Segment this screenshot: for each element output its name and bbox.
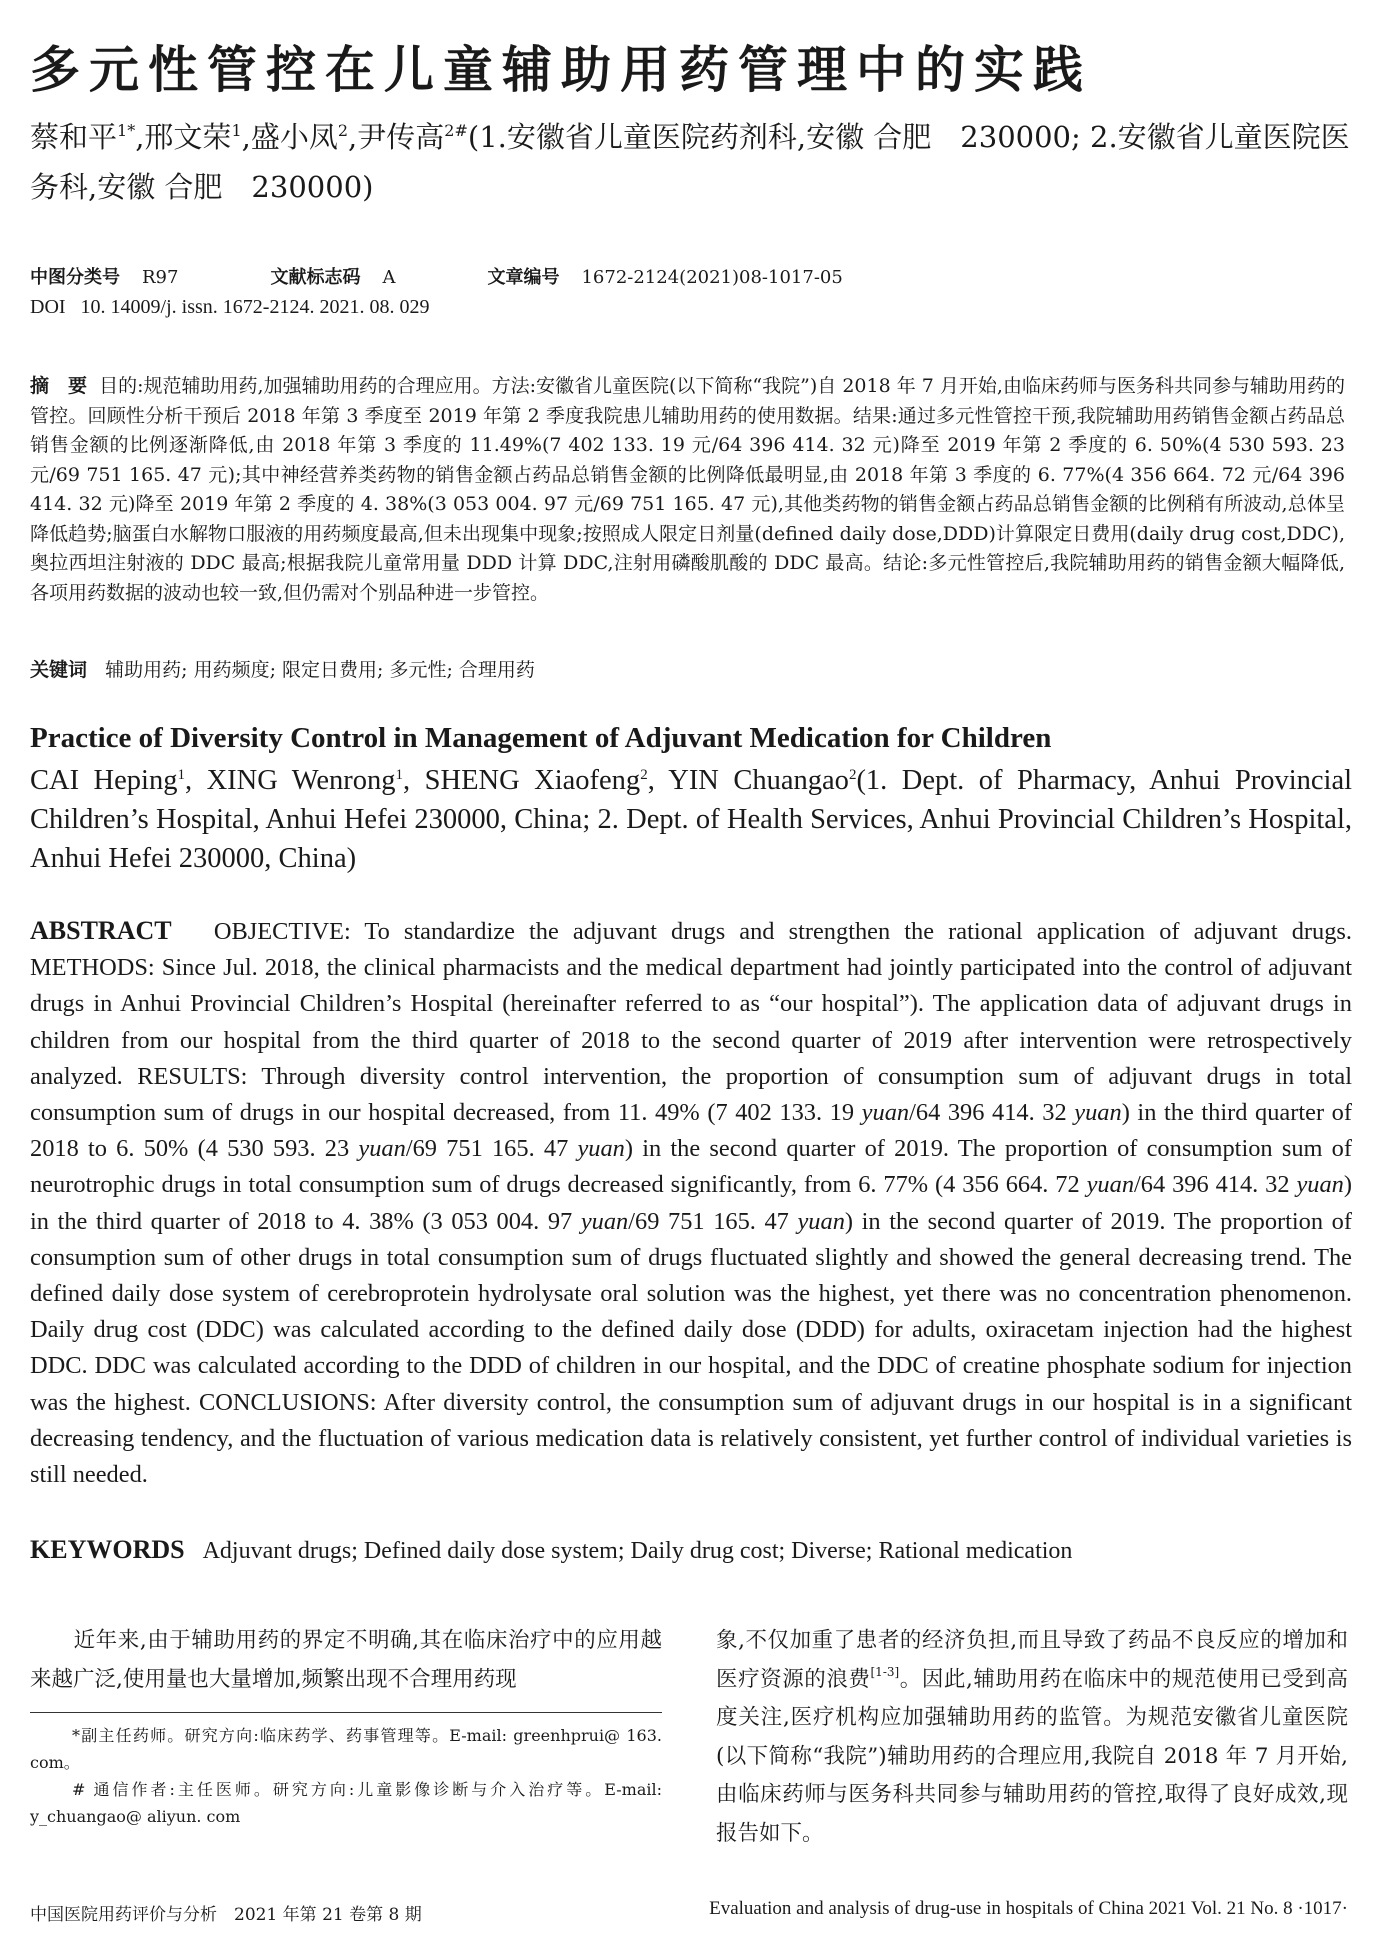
article-title: 多元性管控在儿童辅助用药管理中的实践 xyxy=(30,41,1092,99)
author-affiliation-mark: 1 xyxy=(231,121,242,140)
author-affiliation-mark: 2# xyxy=(444,121,468,140)
unit-yuan: yuan xyxy=(1296,1171,1344,1199)
author-name: 蔡和平 xyxy=(30,120,118,154)
author-affiliation-mark: 1 xyxy=(177,767,185,783)
doc-code-label: 文献标志码 xyxy=(270,267,361,288)
en-abstract-text: ) in the second quarter of 2019. The proportion of consumption sum of other drugs in total consumption sum of drugs fluctuated slightly and showed the general decreasing trend. The defined daily dose system of cerebroprotein hydrolysate oral solution was the highest, yet there was no concentration phenomenon. Daily drug cost (DDC) was calculated according to the defined daily dose (DDD) for adults, oxiracetam injection had the highest DDC. DDC was calculated according to the DDD of children in our hospital, and the DDC of creatine phosphate sodium for injection was the highest. CONCLUSIONS: After diversity control, the consumption sum of adjuvant drugs in our hospital is in a significant decreasing tendency, and the fluctuation of various medication data is relatively consistent, yet further control of individual varieties is still needed. xyxy=(30,1207,1352,1489)
author-affiliations: (1.安徽省儿童医院药剂科,安徽 合肥 230000; 2.安徽省儿童医院医务科,安徽 合肥 230000) xyxy=(30,120,1350,204)
body-paragraph: 近年来,由于辅助用药的界定不明确,其在临床治疗中的应用越来越广泛,使用量也大量增加,频繁出现不合理用药现 xyxy=(30,1628,662,1692)
article-classification xyxy=(30,263,843,289)
english-title: Practice of Diversity Control in Management of Adjuvant Medication for Children xyxy=(30,722,1052,754)
chinese-abstract xyxy=(30,372,1345,608)
footnotes xyxy=(30,1722,662,1830)
english-abstract xyxy=(30,913,1352,1493)
body-column-left xyxy=(30,1622,662,1699)
author-affiliation-mark: 1 xyxy=(395,767,404,783)
unit-yuan: yuan xyxy=(1086,1171,1135,1199)
cn-abstract-text: 目的:规范辅助用药,加强辅助用药的合理应用。方法:安徽省儿童医院(以下简称“我院”)自 2018 年 7 月开始,由临床药师与医务科共同参与辅助用药的管控。回顾性分析干预后 2018 年第 3 季度至 2019 年第 2 季度我院患儿辅助用药的使用数据。结果:通过多元性管控干预,我院辅助用药销售金额占药品总销售金额的比例逐渐降低,由 2018 年第 3 季度的 11.49%(7 402 133. 19 元/64 396 414. 32 元)降至 2019 年第 2 季度的 6. 50%(4 530 593. 23 元/69 751 165. 47 元);其中神经营养类药物的销售金额占药品总销售金额的比例降低最明显,由 2018 年第 3 季度的 6. 77%(4 356 664. 72 元/64 396 414. 32 元)降至 2019 年第 2 季度的 4. 38%(3 053 004. 97 元/69 751 165. 47 元),其他类药物的销售金额占药品总销售金额的比例稍有所波动,总体呈降低趋势;脑蛋白水解物口服液的用药频度最高,但未出现集中现象;按照成人限定日剂量(defined daily dose,DDD)计算限定日费用(daily drug cost,DDC),奥拉西坦注射液的 DDC 最高;根据我院儿童常用量 DDD 计算 DDC,注射用磷酸肌酸的 DDC 最高。结论:多元性管控后,我院辅助用药的销售金额大幅降低,各项用药数据的波动也较一致,但仍需对个别品种进一步管控。 xyxy=(30,375,1345,604)
footnote-corresponding-1: *副主任药师。研究方向:临床药学、药事管理等。E-mail: greenhprui@ 163. com。 xyxy=(30,1726,662,1772)
english-affiliations: (1. Dept. of Pharmacy, Anhui Provincial Children’s Hospital, Anhui Hefei 230000, China; 2. Dept. of Health Services, Anhui Provincial Children’s Hospital, Anhui Hefei 230000, China) xyxy=(30,765,1353,874)
chinese-keywords xyxy=(30,655,535,682)
author-name: 邢文荣 xyxy=(144,120,232,154)
doi-value: 10. 14009/j. issn. 1672-2124. 2021. 08. 029 xyxy=(80,296,430,318)
english-author-line: CAI Heping$^1$, XING Wenrong$^1$, SHENG Xiaofeng$^2$, YIN Chuangao$^2$(1. Dept. of Pharmacy, Anhui Provincial Children’s Hospital, Anhui Hefei 230000, China; 2. Dept. of Health Services, Anhui Provincial Children’s Hospital, Anhui Hefei 230000, China) xyxy=(30,765,1353,874)
author-affiliation-mark: 2 xyxy=(640,767,648,783)
author-name: XING Wenrong xyxy=(206,765,396,796)
body-column-right xyxy=(716,1622,1348,1853)
en-abstract-text: /64 396 414. 32 xyxy=(909,1099,1075,1127)
en-abstract-label: ABSTRACT xyxy=(30,916,172,945)
author-affiliation-mark: 1* xyxy=(117,121,136,140)
author-name: CAI Heping xyxy=(30,765,178,796)
en-abstract-text: /64 396 414. 32 xyxy=(1134,1171,1297,1199)
footer-journal-cn: 中国医院用药评价与分析 2021 年第 21 卷第 8 期 xyxy=(30,1905,422,1925)
en-keywords-text: Adjuvant drugs; Defined daily dose system; Daily drug cost; Diverse; Rational medication xyxy=(202,1538,1073,1564)
en-abstract-text: ) in the third quarter of 2018 to 6. 50% (4 530 593. 23 xyxy=(30,1099,1352,1163)
citation-marker: [1-3] xyxy=(870,1664,900,1679)
en-abstract-text: ) in the second quarter of 2019. The proportion of consumption sum of neurotrophic drugs in total consumption sum of drugs decreased significantly, from 6. 77% (4 356 664. 72 xyxy=(30,1135,1353,1199)
unit-yuan: yuan xyxy=(358,1135,406,1163)
body-paragraph: 。因此,辅助用药在临床中的规范使用已受到高度关注,医疗机构应加强辅助用药的监管。为规范安徽省儿童医院(以下简称“我院”)辅助用药的合理应用,我院自 2018 年 7 月开始,由临床药师与医务科共同参与辅助用药的管控,取得了良好成效,现报告如下。 xyxy=(716,1666,1348,1846)
author-affiliation-mark: 2 xyxy=(848,767,857,783)
article-number-value: 1672-2124(2021)08-1017-05 xyxy=(581,267,843,288)
article-number-label: 文章编号 xyxy=(487,267,560,288)
clc-value: R97 xyxy=(142,267,179,288)
unit-yuan: yuan xyxy=(1074,1099,1122,1127)
en-abstract-text: ) in the third quarter of 2018 to 4. 38% (3 053 004. 97 xyxy=(30,1171,1353,1235)
cn-keywords-label: 关键词 xyxy=(30,659,88,681)
unit-yuan: yuan xyxy=(797,1207,845,1235)
unit-yuan: yuan xyxy=(861,1099,910,1127)
doc-code-value: A xyxy=(382,267,396,288)
clc-label: 中图分类号 xyxy=(30,267,120,288)
doi-line xyxy=(30,296,429,319)
author-affiliation-mark: 2 xyxy=(337,121,349,140)
body-paragraph: 象,不仅加重了患者的经济负担,而且导致了药品不良反应的增加和医疗资源的浪费 xyxy=(716,1628,1348,1692)
author-name: 盛小凤 xyxy=(250,120,338,154)
en-abstract-text: OBJECTIVE: To standardize the adjuvant drugs and strengthen the rational application of adjuvant drugs. METHODS: Since Jul. 2018, the clinical pharmacists and the medical department had jointly participated into the control of adjuvant drugs in Anhui Provincial Children’s Hospital (hereinafter referred to as “our hospital”). The application data of adjuvant drugs in children from our hospital from the third quarter of 2018 to the second quarter of 2019 after intervention were retrospectively analyzed. RESULTS: Through diversity control intervention, the proportion of consumption sum of adjuvant drugs in total consumption sum of drugs in our hospital decreased, from 11. 49% (7 402 133. 19 xyxy=(30,918,1352,1127)
footnote-divider xyxy=(30,1712,662,1713)
author-name: 尹传高 xyxy=(357,120,445,154)
unit-yuan: yuan xyxy=(577,1135,625,1163)
author-name: SHENG Xiaofeng xyxy=(424,765,641,796)
cn-keywords-text: 辅助用药; 用药频度; 限定日费用; 多元性; 合理用药 xyxy=(105,659,535,681)
author-name: YIN Chuangao xyxy=(668,765,849,796)
doi-label: DOI xyxy=(30,296,66,318)
en-keywords-label: KEYWORDS xyxy=(30,1535,185,1564)
cn-abstract-label: 摘 要 xyxy=(30,375,88,397)
footer-journal-en: Evaluation and analysis of drug-use in hospitals of China 2021 Vol. 21 No. 8 ·1017· xyxy=(709,1898,1348,1919)
en-abstract-text: /69 751 165. 47 xyxy=(628,1207,798,1235)
en-abstract-text: /69 751 165. 47 xyxy=(405,1135,578,1163)
english-keywords xyxy=(30,1535,1072,1565)
footnote-corresponding-2: # 通信作者:主任医师。研究方向:儿童影像诊断与介入治疗等。E-mail: y_chuangao@ aliyun. com xyxy=(30,1780,662,1826)
author-line: 蔡和平$^{1*}$,邢文荣$^1$,盛小凤$^2$,尹传高$^{2\#}$(1.安徽省儿童医院药剂科,安徽 合肥 230000; 2.安徽省儿童医院医务科,安徽 合肥 230000) xyxy=(30,120,1350,204)
unit-yuan: yuan xyxy=(580,1207,629,1235)
